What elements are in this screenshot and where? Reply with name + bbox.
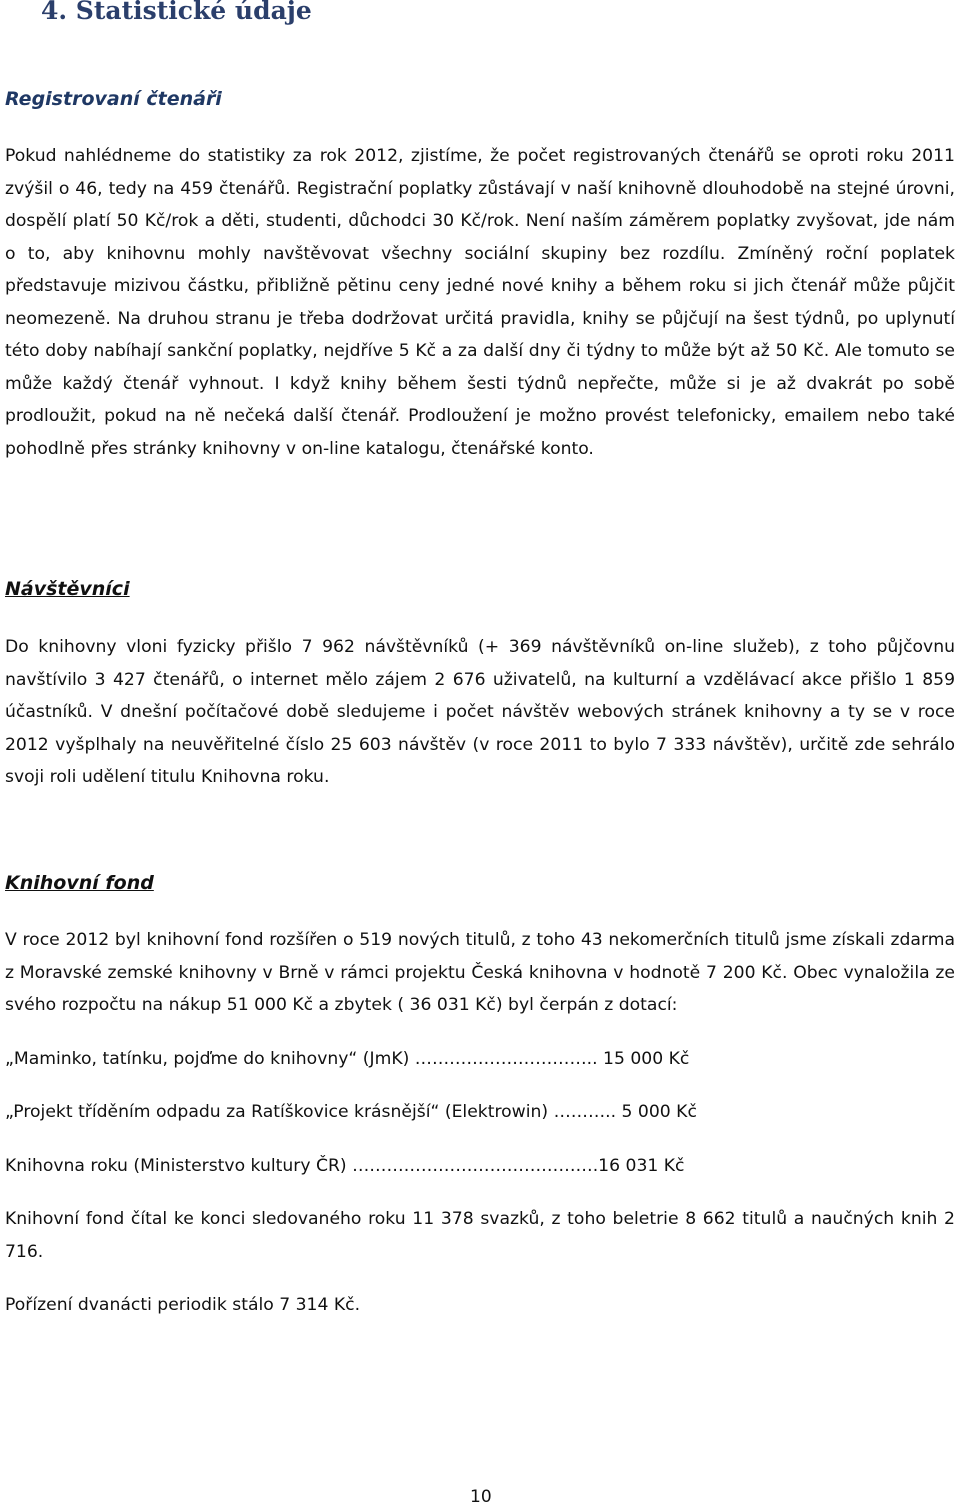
section-heading-visitors: Návštěvníci [5, 578, 130, 600]
readers-paragraph: Pokud nahlédneme do statistiky za rok 2012, zjistíme, že počet registrovaných čtenářů se oproti roku 2011 zvýšil o 46, tedy na 459 čtenářů. Registrační poplatky zůstávají v naší knihovně dlouhodobě na stejné úrovni, dospělí platí 50 Kč/rok a děti, studenti, důchodci 30 Kč/rok. Není naším záměrem poplatky zvyšovat, jde nám o to, aby knihovnu mohly navštěvovat všechny sociální skupiny bez rozdílu. Zmíněný roční poplatek představuje mizivou částku, přibližně pětinu ceny jedné nové knihy a během roku si jich čtenář může půjčit neomezeně. Na druhou stranu je třeba dodržovat určitá pravidla, knihy se půjčují na šest týdnů, po uplynutí této doby nabíhají sankční poplatky, nejdříve 5 Kč a za další dny či týdny to může být až 50 Kč. Ale tomuto se může každý čtenář vyhnout. I když knihy během šesti týdnů nepřečte, může si je až dvakrát po sobě prodloužit, pokud na ně nečeká další čtenář. Prodloužení je možno provést telefonicky, emailem nebo také pohodlně přes stránky knihovny v on-line katalogu, čtenářské konto. [5, 146, 955, 459]
section-heading-fund: Knihovní fond [5, 872, 154, 894]
section-heading-readers: Registrovaní čtenáři [5, 88, 222, 110]
visitors-paragraph: Do knihovny vloni fyzicky přišlo 7 962 návštěvníků (+ 369 návštěvníků on-line služeb), z toho půjčovnu navštívilo 3 427 čtenářů, o internet mělo zájem 2 676 uživatelů, na kulturní a vzdělávací akce přišlo 1 859 účastníků. V dnešní počítačové době sledujeme i počet návštěv webových stránek knihovny a ty se v roce 2012 vyšplhaly na neuvěřitelné číslo 25 603 návštěv (v roce 2011 to bylo 7 333 návštěv), určitě zde sehrálo svoji roli udělení titulu Knihovna roku. [5, 637, 955, 787]
fund-paragraph: V roce 2012 byl knihovní fond rozšířen o 519 nových titulů, z toho 43 nekomerčních titulů jsme získali zdarma z Moravské zemské knihovny v Brně v rámci projektu Česká knihovna v hodnotě 7 200 Kč. Obec vynaložila ze svého rozpočtu na nákup 51 000 Kč a zbytek ( 36 031 Kč) byl čerpán z dotací: [5, 930, 955, 1015]
periodicals-paragraph: Pořízení dvanácti periodik stálo 7 314 Kč. [5, 1295, 361, 1315]
grant-item-jmk: „Maminko, tatínku, pojďme do knihovny“ (JmK) ………………………….. 15 000 Kč [5, 1049, 690, 1069]
chapter-title: 4. Statistické údaje [41, 0, 312, 25]
grant-item-elektrowin: „Projekt tříděním odpadu za Ratíškovice krásnější“ (Elektrowin) ……….. 5 000 Kč [5, 1102, 697, 1122]
page-number: 10 [470, 1487, 492, 1507]
fund-holdings-paragraph: Knihovní fond čítal ke konci sledovaného roku 11 378 svazků, z toho beletrie 8 662 titulů a naučných knih 2 716. [5, 1209, 955, 1262]
grant-item-ministry: Knihovna roku (Ministerstvo kultury ČR) …………………………………….16 031 Kč [5, 1156, 685, 1176]
